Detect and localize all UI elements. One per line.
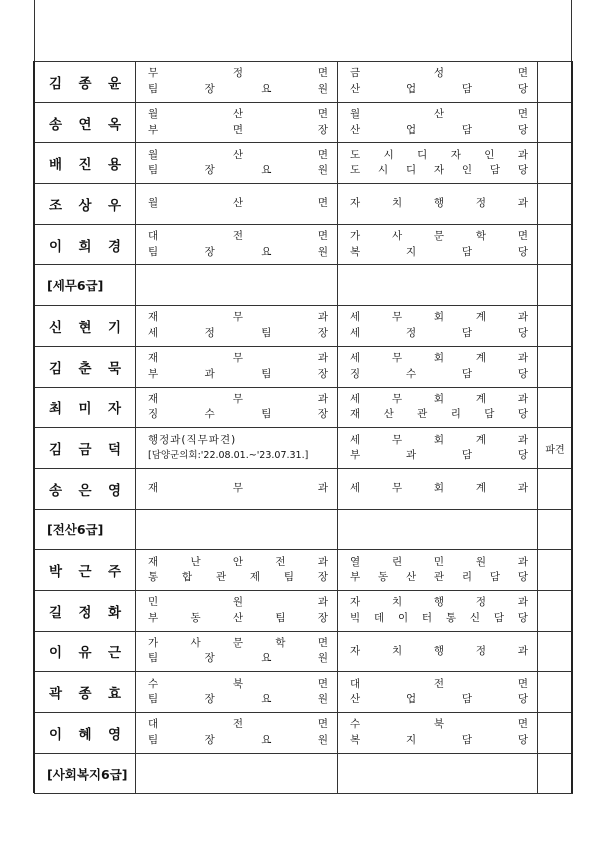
person-name-text: 이 혜 영 bbox=[49, 726, 121, 743]
remark-cell bbox=[538, 346, 573, 387]
table-right-border-top bbox=[571, 0, 572, 61]
person-name-text: 곽 종 효 bbox=[49, 686, 121, 703]
position-line: 월 산 면 bbox=[148, 148, 328, 161]
person-name-text: 박 근 주 bbox=[49, 564, 121, 581]
new-position-cell bbox=[338, 590, 538, 631]
position-line: 세 무 회 계 과 bbox=[350, 392, 528, 405]
new-position-cell bbox=[338, 184, 538, 225]
table-row bbox=[35, 590, 573, 631]
new-position-cell bbox=[338, 143, 538, 184]
empty-cell bbox=[338, 753, 538, 794]
new-position-cell bbox=[338, 62, 538, 103]
remark-cell bbox=[538, 143, 573, 184]
position-line: 가 사 문 학 면 bbox=[350, 230, 528, 243]
position-line: 징 수 팀 장 bbox=[148, 408, 328, 421]
section-label: [전산6급] bbox=[35, 509, 136, 550]
section-row bbox=[35, 753, 573, 794]
previous-position-cell bbox=[136, 672, 338, 713]
position-line: 팀 장 요 원 bbox=[148, 82, 328, 95]
empty-cell bbox=[136, 265, 338, 306]
position-line: 민 원 과 bbox=[148, 596, 328, 609]
position-line: 세 무 회 계 과 bbox=[350, 481, 528, 494]
position-line: 자 치 행 정 과 bbox=[350, 197, 528, 210]
new-position-cell bbox=[338, 346, 538, 387]
person-name bbox=[35, 346, 136, 387]
position-line: 부 동 산 관 리 담 당 bbox=[350, 571, 528, 584]
remark-cell bbox=[538, 672, 573, 713]
previous-position-cell bbox=[136, 102, 338, 143]
position-line: 복 지 담 당 bbox=[350, 733, 528, 746]
table-row bbox=[35, 184, 573, 225]
table-row bbox=[35, 387, 573, 428]
table-row bbox=[35, 672, 573, 713]
person-name-text: 길 정 화 bbox=[49, 604, 121, 621]
previous-position-cell bbox=[136, 590, 338, 631]
table-row bbox=[35, 428, 573, 469]
table-row bbox=[35, 550, 573, 591]
previous-position-cell bbox=[136, 387, 338, 428]
position-line: 팀 장 요 원 bbox=[148, 733, 328, 746]
position-line: 자 치 행 정 과 bbox=[350, 644, 528, 657]
remark-cell bbox=[538, 387, 573, 428]
position-line: 산 업 담 당 bbox=[350, 123, 528, 136]
position-line: 대 전 면 bbox=[148, 718, 328, 731]
position-line: 빅 데 이 터 통 신 담 당 bbox=[350, 611, 528, 624]
person-name bbox=[35, 102, 136, 143]
table-row bbox=[35, 102, 573, 143]
remark-cell: 파견 bbox=[538, 428, 573, 469]
person-name-text: 신 현 기 bbox=[49, 319, 121, 336]
previous-position-cell bbox=[136, 713, 338, 754]
empty-cell bbox=[338, 265, 538, 306]
position-line: 재 무 과 bbox=[148, 481, 328, 494]
remark-cell bbox=[538, 306, 573, 347]
person-name-text: 최 미 자 bbox=[49, 401, 121, 418]
person-name bbox=[35, 62, 136, 103]
new-position-cell bbox=[338, 672, 538, 713]
table-row bbox=[35, 346, 573, 387]
position-line: 부 과 팀 장 bbox=[148, 367, 328, 380]
previous-position-cell bbox=[136, 468, 338, 509]
person-name-text: 김 종 윤 bbox=[49, 75, 121, 92]
person-name bbox=[35, 550, 136, 591]
position-line: 세 무 회 계 과 bbox=[350, 352, 528, 365]
position-line: 복 지 담 당 bbox=[350, 245, 528, 258]
position-line: [담양군의회:'22.08.01.~'23.07.31.] bbox=[148, 450, 309, 462]
person-name-text: 이 유 근 bbox=[49, 645, 121, 662]
position-line: 재 무 과 bbox=[148, 392, 328, 405]
new-position-cell bbox=[338, 306, 538, 347]
empty-cell bbox=[136, 509, 338, 550]
remark-cell bbox=[538, 184, 573, 225]
previous-position-cell bbox=[136, 224, 338, 265]
person-name-text: 김 춘 묵 bbox=[49, 360, 121, 377]
person-name-text: 송 은 영 bbox=[49, 482, 121, 499]
table-left-border-top bbox=[34, 0, 35, 61]
person-name-text: 조 상 우 bbox=[49, 197, 121, 214]
person-name-text: 김 금 덕 bbox=[49, 442, 121, 459]
personnel-table-body bbox=[35, 62, 573, 794]
new-position-cell bbox=[338, 102, 538, 143]
position-line: 대 전 면 bbox=[148, 230, 328, 243]
person-name bbox=[35, 713, 136, 754]
section-label: [사회복지6급] bbox=[35, 753, 136, 794]
table-row bbox=[35, 631, 573, 672]
position-line: 월 산 면 bbox=[350, 108, 528, 121]
remark-cell bbox=[538, 550, 573, 591]
person-name bbox=[35, 387, 136, 428]
table-row bbox=[35, 468, 573, 509]
position-line: 부 동 산 팀 장 bbox=[148, 611, 328, 624]
empty-cell bbox=[538, 509, 573, 550]
person-name bbox=[35, 184, 136, 225]
empty-cell bbox=[538, 265, 573, 306]
position-line: 무 정 면 bbox=[148, 67, 328, 80]
person-name bbox=[35, 224, 136, 265]
position-line: 금 성 면 bbox=[350, 67, 528, 80]
table-outer-right-rule bbox=[571, 61, 573, 793]
position-line: 재 무 과 bbox=[148, 352, 328, 365]
previous-position-cell bbox=[136, 62, 338, 103]
position-line: 산 업 담 당 bbox=[350, 82, 528, 95]
table-row bbox=[35, 306, 573, 347]
person-name bbox=[35, 672, 136, 713]
personnel-table bbox=[34, 61, 573, 794]
person-name-text: 송 연 옥 bbox=[49, 116, 121, 133]
remark-cell bbox=[538, 468, 573, 509]
position-line: 부 과 담 당 bbox=[350, 449, 528, 462]
position-line: 세 정 팀 장 bbox=[148, 326, 328, 339]
new-position-cell bbox=[338, 468, 538, 509]
person-name bbox=[35, 428, 136, 469]
position-line: 산 업 담 당 bbox=[350, 693, 528, 706]
person-name bbox=[35, 143, 136, 184]
person-name bbox=[35, 468, 136, 509]
section-label: [세무6급] bbox=[35, 265, 136, 306]
person-name bbox=[35, 631, 136, 672]
new-position-cell bbox=[338, 428, 538, 469]
position-line: 팀 장 요 원 bbox=[148, 652, 328, 665]
position-line: 통 합 관 제 팀 장 bbox=[148, 571, 328, 584]
table-row bbox=[35, 224, 573, 265]
remark-cell bbox=[538, 713, 573, 754]
position-line: 수 북 면 bbox=[350, 718, 528, 731]
remark-cell bbox=[538, 224, 573, 265]
section-row bbox=[35, 509, 573, 550]
person-name-text: 배 진 용 bbox=[49, 157, 121, 174]
previous-position-cell bbox=[136, 143, 338, 184]
position-line: 월 산 면 bbox=[148, 108, 328, 121]
previous-position-cell bbox=[136, 631, 338, 672]
new-position-cell bbox=[338, 224, 538, 265]
position-line: 부 면 장 bbox=[148, 123, 328, 136]
table-row bbox=[35, 713, 573, 754]
table-outer-left-rule bbox=[33, 61, 35, 793]
position-line: 재 무 과 bbox=[148, 311, 328, 324]
person-name-text: 이 희 경 bbox=[49, 238, 121, 255]
previous-position-cell bbox=[136, 346, 338, 387]
previous-position-cell bbox=[136, 184, 338, 225]
person-name bbox=[35, 590, 136, 631]
position-line: 대 전 면 bbox=[350, 677, 528, 690]
position-line: 재 산 관 리 담 당 bbox=[350, 408, 528, 421]
new-position-cell bbox=[338, 631, 538, 672]
remark-cell bbox=[538, 102, 573, 143]
position-line: 자 치 행 정 과 bbox=[350, 596, 528, 609]
table-row bbox=[35, 143, 573, 184]
position-line: 팀 장 요 원 bbox=[148, 164, 328, 177]
position-line: 열 린 민 원 과 bbox=[350, 555, 528, 568]
position-line: 징 수 담 당 bbox=[350, 367, 528, 380]
position-line: 행정과(직무파견) bbox=[148, 433, 237, 446]
position-line: 도 시 디 자 인 담 당 bbox=[350, 164, 528, 177]
empty-cell bbox=[538, 753, 573, 794]
section-row bbox=[35, 265, 573, 306]
person-name bbox=[35, 306, 136, 347]
previous-position-cell bbox=[136, 550, 338, 591]
remark-cell bbox=[538, 631, 573, 672]
empty-cell bbox=[136, 753, 338, 794]
new-position-cell bbox=[338, 387, 538, 428]
previous-position-cell bbox=[136, 428, 338, 469]
position-line: 재 난 안 전 과 bbox=[148, 555, 328, 568]
position-line: 세 정 담 당 bbox=[350, 326, 528, 339]
position-line: 팀 장 요 원 bbox=[148, 693, 328, 706]
position-line: 수 북 면 bbox=[148, 677, 328, 690]
position-line: 팀 장 요 원 bbox=[148, 245, 328, 258]
empty-cell bbox=[338, 509, 538, 550]
position-line: 월 산 면 bbox=[148, 197, 328, 210]
position-line: 도 시 디 자 인 과 bbox=[350, 148, 528, 161]
new-position-cell bbox=[338, 713, 538, 754]
position-line: 세 무 회 계 과 bbox=[350, 311, 528, 324]
previous-position-cell bbox=[136, 306, 338, 347]
new-position-cell bbox=[338, 550, 538, 591]
table-row bbox=[35, 62, 573, 103]
remark-cell bbox=[538, 62, 573, 103]
position-line: 세 무 회 계 과 bbox=[350, 433, 528, 446]
position-line: 가 사 문 학 면 bbox=[148, 636, 328, 649]
remark-cell bbox=[538, 590, 573, 631]
